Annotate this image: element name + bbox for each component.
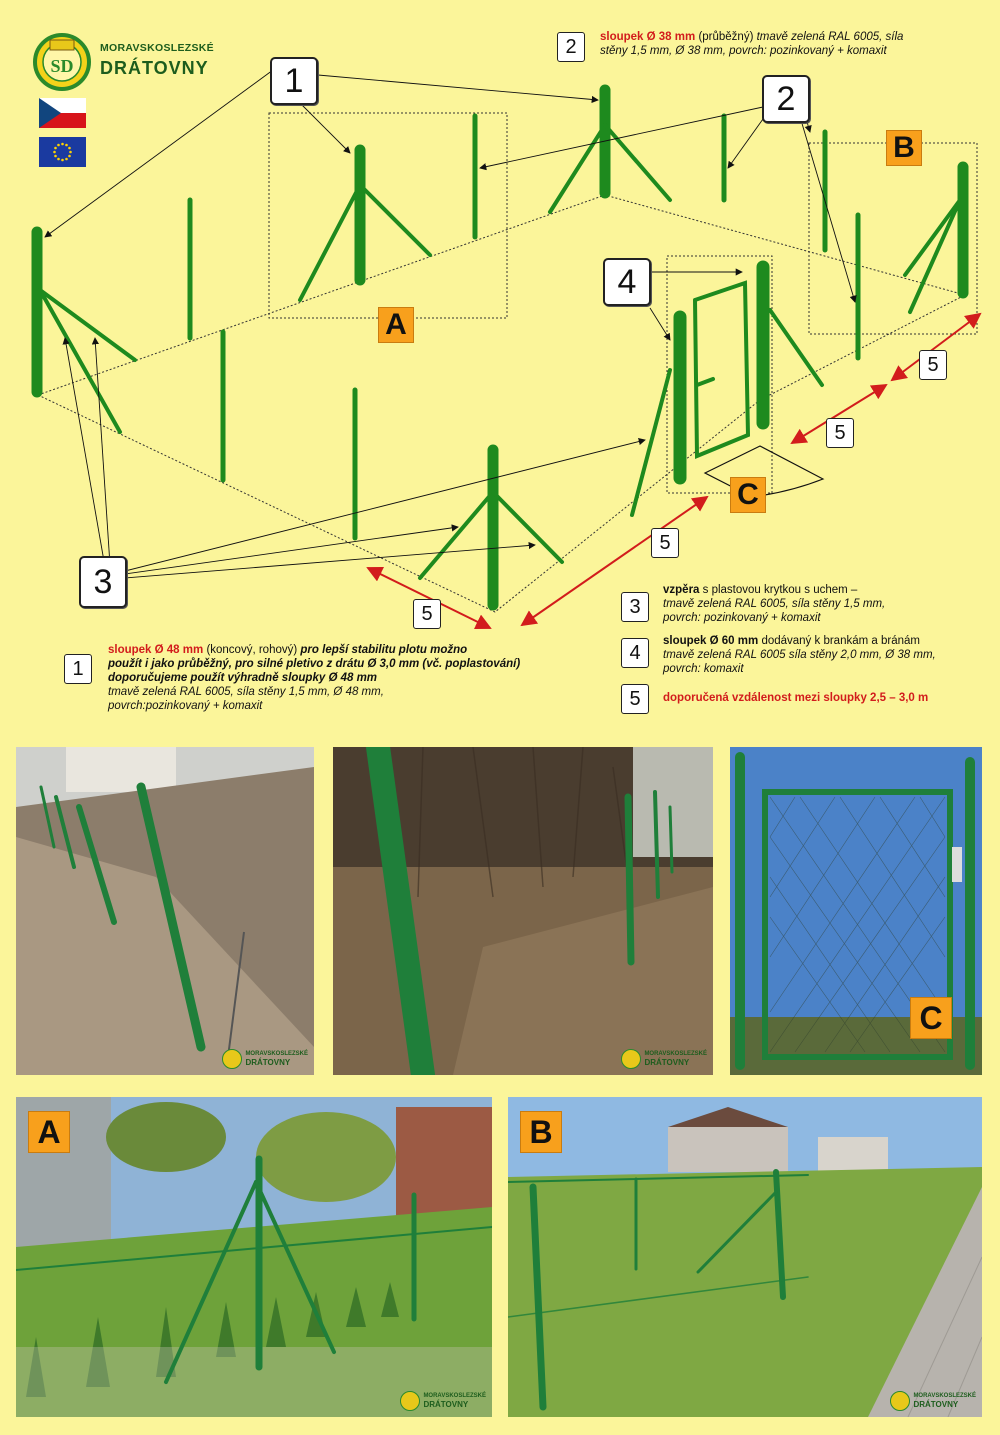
small-logo-icon <box>222 1049 242 1069</box>
legend-2-paren: (průběžný) <box>698 31 754 43</box>
photo-label-c: C <box>910 997 952 1039</box>
brand-line1: MORAVSKOSLEZSKÉ <box>100 42 214 54</box>
legend-1-bold2: použít i jako průběžný, pro silné pletivo z drátu Ø 3,0 mm (vč. poplastování) <box>108 658 521 670</box>
legend-3-rest: s plastovou krytkou s uchem – <box>702 584 858 596</box>
legend-3 <box>663 583 993 625</box>
legend-4-number: 4 <box>621 638 649 668</box>
legend-4-desc1: tmavě zelená RAL 6005 síla stěny 2,0 mm, Ø 38 mm, <box>663 649 936 661</box>
area-label-c: C <box>730 477 766 513</box>
legend-3-title: vzpěra <box>663 584 700 596</box>
area-label-a: A <box>378 307 414 343</box>
legend-2-title: sloupek Ø 38 mm <box>600 31 696 43</box>
svg-text:SD: SD <box>50 56 74 76</box>
photo-label-a: A <box>28 1111 70 1153</box>
photo-posts-slope <box>16 747 314 1075</box>
marker-3: 3 <box>79 556 127 608</box>
photo-fence-b <box>508 1097 982 1417</box>
legend-4-desc2: povrch: komaxit <box>663 663 744 675</box>
marker-1: 1 <box>270 57 318 105</box>
legend-1-number: 1 <box>64 654 92 684</box>
legend-2-desc1: tmavě zelená RAL 6005, síla <box>756 31 904 43</box>
small-logo-icon <box>890 1391 910 1411</box>
legend-3-number: 3 <box>621 592 649 622</box>
area-label-b: B <box>886 130 922 166</box>
photo-fence-a <box>16 1097 492 1417</box>
distance-label-5c: 5 <box>651 528 679 558</box>
photo-gate <box>730 747 982 1075</box>
photo-2-logo: MORAVSKOSLEZSKÉ DRÁTOVNY <box>621 1049 707 1069</box>
photo-posts-forest <box>333 747 713 1075</box>
photo-5-logo: MORAVSKOSLEZSKÉ DRÁTOVNY <box>890 1391 976 1411</box>
legend-1 <box>108 643 588 713</box>
legend-5-number: 5 <box>621 684 649 714</box>
marker-2: 2 <box>762 75 810 123</box>
legend-1-title: sloupek Ø 48 mm <box>108 644 204 656</box>
legend-1-bold3: doporučujeme použít výhradně sloupky Ø 48 mm <box>108 672 378 684</box>
legend-3-desc2: povrch: pozinkovaný + komaxit <box>663 612 821 624</box>
brand-line2: DRÁTOVNY <box>100 58 209 78</box>
legend-4 <box>663 634 993 676</box>
legend-4-rest: dodávaný k brankám a bránám <box>761 635 920 647</box>
photo-1-logo: MORAVSKOSLEZSKÉ DRÁTOVNY <box>222 1049 308 1069</box>
legend-1-bold1: pro lepší stabilitu plotu možno <box>300 644 468 656</box>
legend-4-title: sloupek Ø 60 mm <box>663 635 759 647</box>
distance-label-5b: 5 <box>826 418 854 448</box>
legend-5-text: doporučená vzdálenost mezi sloupky 2,5 – 3,0 m <box>663 692 929 704</box>
legend-2-number: 2 <box>557 32 585 62</box>
small-logo-icon <box>400 1391 420 1411</box>
distance-label-5a: 5 <box>919 350 947 380</box>
legend-1-desc1: tmavě zelená RAL 6005, síla stěny 1,5 mm, Ø 48 mm, <box>108 686 384 698</box>
distance-label-5d: 5 <box>413 599 441 629</box>
legend-1-paren: (koncový, rohový) <box>206 644 298 656</box>
legend-3-desc1: tmavě zelená RAL 6005, síla stěny 1,5 mm, <box>663 598 886 610</box>
photo-label-b: B <box>520 1111 562 1153</box>
legend-2 <box>600 30 990 58</box>
small-logo-icon <box>621 1049 641 1069</box>
photo-4-logo: MORAVSKOSLEZSKÉ DRÁTOVNY <box>400 1391 486 1411</box>
marker-4: 4 <box>603 258 651 306</box>
legend-2-desc2: stěny 1,5 mm, Ø 38 mm, povrch: pozinkovaný + komaxit <box>600 45 887 57</box>
legend-1-desc2: povrch:pozinkovaný + komaxit <box>108 700 263 712</box>
